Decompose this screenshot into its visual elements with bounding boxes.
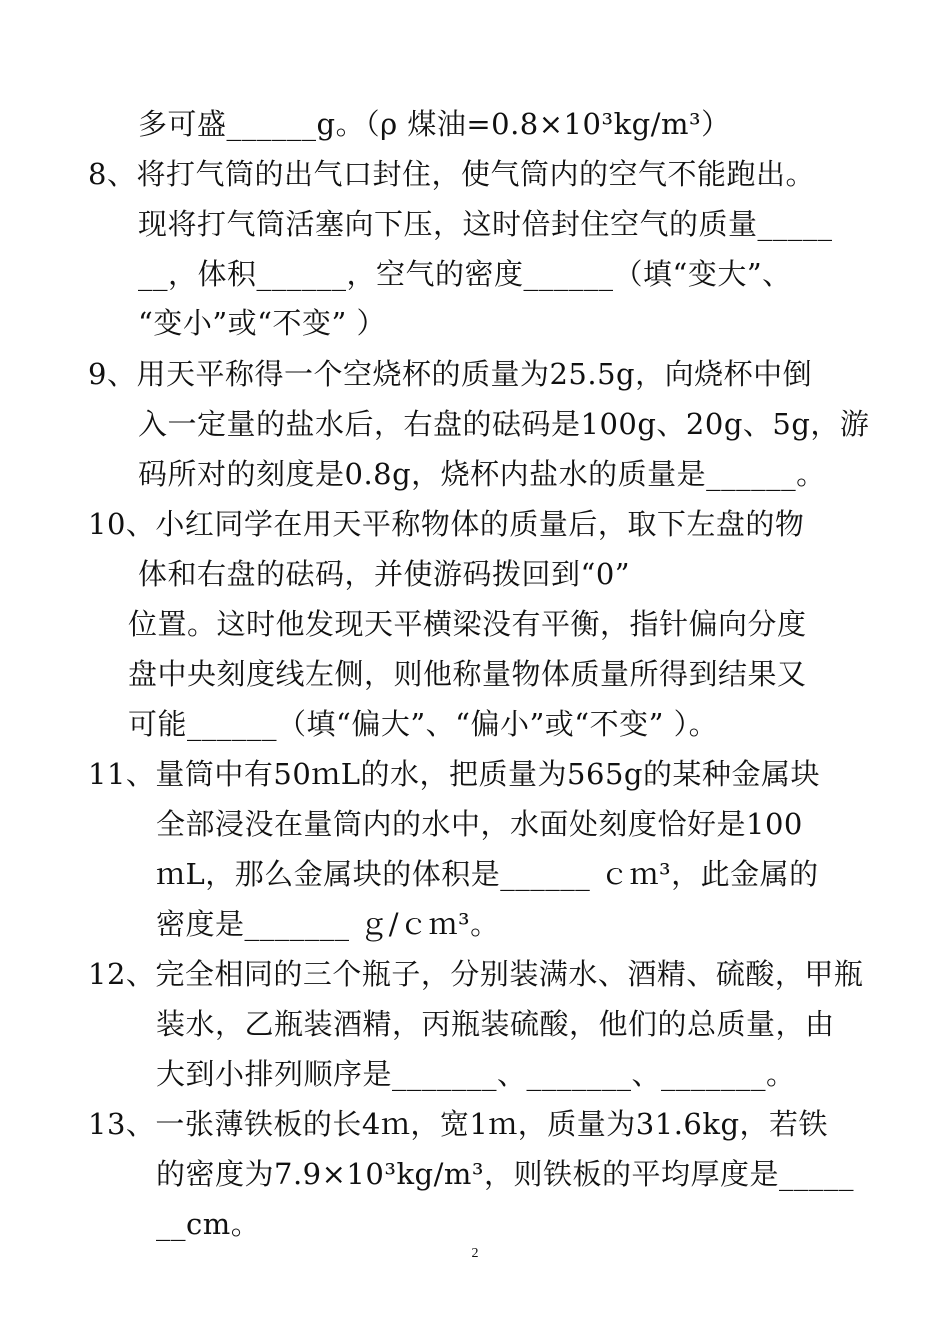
question-13-line-3: __cm。 [156,1207,261,1241]
question-10-line-4: 盘中央刻度线左侧，则他称量物体质量所得到结果又 [128,657,807,691]
question-9-line-3: 码所对的刻度是0.8g，烧杯内盐水的质量是______。 [138,457,826,491]
question-12-line-1: 12、完全相同的三个瓶子，分别装满水、酒精、硫酸，甲瓶 [88,957,864,991]
question-8-line-2: 现将打气筒活塞向下压，这时倍封住空气的质量_____ [138,207,833,241]
question-8-line-1: 8、将打气筒的出气口封住，使气筒内的空气不能跑出。 [88,157,815,191]
question-12-line-3: 大到小排列顺序是_______、_______、_______。 [156,1057,796,1091]
question-13-line-2: 的密度为7.9×10³kg/m³，则铁板的平均厚度是_____ [156,1157,854,1191]
question-11-line-4: 密度是_______ ｇ/ｃｍ³。 [156,907,500,941]
question-10-line-5: 可能______（填“偏大”、“偏小”或“不变” ）。 [128,707,719,741]
question-10-line-3: 位置。这时他发现天平横梁没有平衡，指针偏向分度 [128,607,807,641]
question-8-line-4: “变小”或“不变” ） [138,306,387,340]
question-10-line-1: 10、小红同学在用天平称物体的质量后，取下左盘的物 [88,507,805,541]
question-11-line-1: 11、量筒中有50ｍL的水，把质量为565g的某种金属块 [88,757,820,791]
question-11-line-3: ｍL，那么金属块的体积是______ ｃｍ³，此金属的 [156,857,819,891]
question-11-line-2: 全部浸没在量筒内的水中，水面处刻度恰好是100 [156,807,803,841]
page-number: 2 [471,1246,479,1261]
question-9-line-1: 9、用天平称得一个空烧杯的质量为25.5g，向烧杯中倒 [88,357,813,391]
question-8-line-3: __，体积______，空气的密度______（填“变大”、 [138,257,792,291]
question-10-line-2: 体和右盘的砝码，并使游码拨回到“0” [138,557,631,591]
question-12-line-2: 装水，乙瓶装酒精，丙瓶装硫酸，他们的总质量，由 [156,1007,835,1041]
question-9-line-2: 入一定量的盐水后，右盘的砝码是100g、20g、5g，游 [138,407,870,441]
text-line-1: 多可盛______g。（ρ 煤油=0.8×10³kg/m³） [138,107,731,141]
question-13-line-1: 13、一张薄铁板的长4ｍ，宽1ｍ，质量为31.6kg，若铁 [88,1107,829,1141]
